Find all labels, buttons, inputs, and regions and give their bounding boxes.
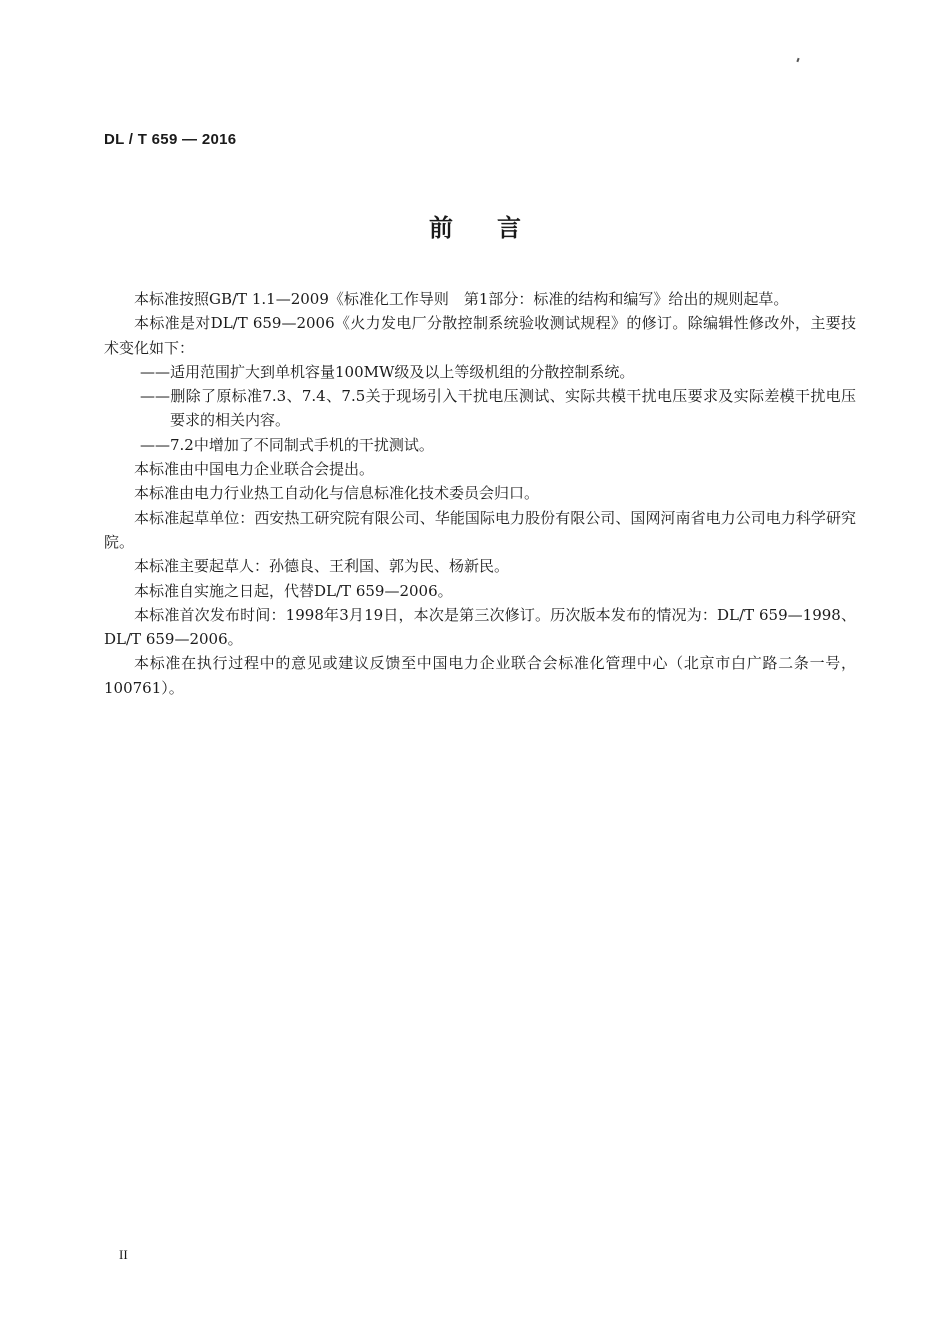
paragraph-drafters: 本标准主要起草人：孙德良、王利国、郭为民、杨新民。 bbox=[134, 557, 510, 576]
change-item-phone-test: ——7.2中增加了不同制式手机的干扰测试。 bbox=[140, 435, 434, 454]
paragraph-replaces: 本标准自实施之日起，代替DL/T 659—2006。 bbox=[134, 581, 453, 600]
paragraph-proposer: 本标准由中国电力企业联合会提出。 bbox=[134, 460, 375, 479]
paragraph-revision: 本标准是对DL/T 659—2006《火力发电厂分散控制系统验收测试规程》的修订。除编辑性修改外，主要技术变化如下： bbox=[104, 314, 856, 357]
change-item-deleted: ——删除了原标准7.3、7.4、7.5关于现场引入干扰电压测试、实际共模干扰电压要求及实际差模干扰电压要求的相关内容。 bbox=[140, 387, 856, 430]
foreword-body bbox=[104, 287, 856, 700]
page-number: II bbox=[119, 1247, 128, 1262]
standard-code-header: DL / T 659 — 2016 bbox=[104, 131, 237, 148]
paragraph-history: 本标准首次发布时间：1998年3月19日，本次是第三次修订。历次版本发布的情况为：DL/T 659—1998、DL/T 659—2006。 bbox=[104, 605, 856, 649]
paragraph-committee: 本标准由电力行业热工自动化与信息标准化技术委员会归口。 bbox=[134, 484, 540, 503]
change-item-scope: ——适用范围扩大到单机容量100MW级及以上等级机组的分散控制系统。 bbox=[140, 362, 635, 381]
scan-speck bbox=[796, 58, 799, 62]
paragraph-feedback: 本标准在执行过程中的意见或建议反馈至中国电力企业联合会标准化管理中心（北京市白广路二条一号，100761）。 bbox=[104, 654, 856, 697]
page-title: 前言 bbox=[429, 214, 565, 242]
paragraph-drafting-units: 本标准起草单位：西安热工研究院有限公司、华能国际电力股份有限公司、国网河南省电力公司电力科学研究院。 bbox=[104, 508, 856, 551]
paragraph-drafting-rules: 本标准按照GB/T 1.1—2009《标准化工作导则 第1部分：标准的结构和编写》给出的规则起草。 bbox=[134, 290, 789, 308]
